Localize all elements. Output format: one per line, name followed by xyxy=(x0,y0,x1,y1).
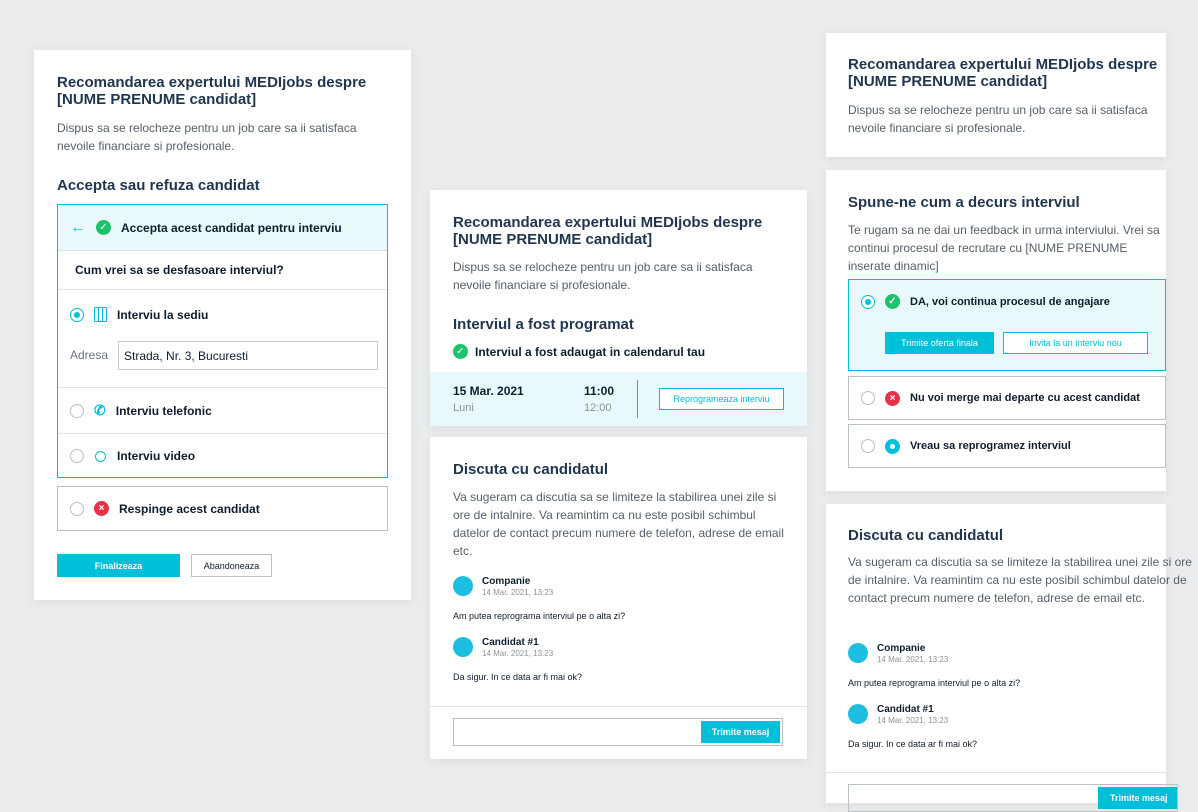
divider xyxy=(637,380,638,418)
radio-reject[interactable] xyxy=(70,502,84,516)
avatar xyxy=(848,643,868,663)
reschedule-button[interactable]: Reprogrameaza interviu xyxy=(659,388,784,410)
schedule-bar xyxy=(430,372,807,426)
radio-continue[interactable] xyxy=(861,295,875,309)
card-title: Recomandarea expertului MEDIjobs despre [NUME PRENUME candidat] xyxy=(453,214,763,248)
message-text: Da sigur. In ce data ar fi mai ok? xyxy=(453,672,583,682)
radio-reschedule[interactable] xyxy=(861,439,875,453)
divider xyxy=(430,706,807,707)
chat-card-2 xyxy=(826,504,1192,803)
abandon-button[interactable]: Abandoneaza xyxy=(191,554,272,577)
avatar xyxy=(453,576,473,596)
interview-date: 15 Mar. 2021 xyxy=(453,384,524,398)
option-onsite[interactable] xyxy=(58,307,387,322)
option-label: Interviu telefonic xyxy=(115,403,212,418)
check-icon: ✓ xyxy=(96,220,111,235)
option-label: Interviu la sediu xyxy=(117,307,209,322)
message-time: 14 Mar. 2021, 13:23 xyxy=(482,588,554,597)
option-continue[interactable] xyxy=(848,279,1166,371)
recommendation-card xyxy=(826,33,1166,157)
address-label: Adresa xyxy=(70,348,109,362)
chat-description: Va sugeram ca discutia sa se limiteze la stabilirea unei zile si ore de intalnire. Va reamintim ca nu este posibil schimbul datelor de contact precum numere de telefon, adrese de email etc. xyxy=(453,490,784,558)
interview-question: Cum vrei sa se desfasoare interviul? xyxy=(75,263,284,277)
avatar xyxy=(453,637,473,657)
send-message-button[interactable]: Trimite mesaj xyxy=(1098,787,1177,809)
send-offer-button[interactable]: Trimite oferta finala xyxy=(885,332,994,354)
card-description: Dispus sa se relocheze pentru un job care sa ii satisfaca nevoile financiare si profesionale. xyxy=(57,121,357,153)
invite-interview-button[interactable]: Invita la un interviu nou xyxy=(1003,332,1148,354)
divider xyxy=(58,387,387,388)
message-author: Candidat #1 xyxy=(877,704,934,715)
phone-icon: ✆ xyxy=(94,402,106,418)
section-title: Spune-ne cum a decurs interviul xyxy=(848,194,1080,211)
added-label: Interviul a fost adaugat in calendarul tau xyxy=(475,344,706,359)
option-reschedule[interactable] xyxy=(848,424,1166,468)
check-icon: ✓ xyxy=(885,294,900,309)
address-value: Strada, Nr. 3, Bucuresti xyxy=(124,348,249,363)
message-text: Am putea reprograma interviul pe o alta zi? xyxy=(848,678,1021,688)
reschedule-label: Vreau sa reprogramez interviul xyxy=(910,440,1071,452)
radio-onsite[interactable] xyxy=(70,308,84,322)
divider xyxy=(58,433,387,434)
section-title: Discuta cu candidatul xyxy=(848,527,1004,544)
reject-label: Respinge acest candidat xyxy=(119,501,260,516)
message-time: 14 Mar. 2021, 13:23 xyxy=(482,649,554,658)
radio-phone[interactable] xyxy=(70,404,84,418)
interview-scheduled-card xyxy=(430,190,807,426)
message-author: Candidat #1 xyxy=(482,637,539,648)
feedback-card xyxy=(826,170,1166,491)
address-input[interactable] xyxy=(118,341,378,370)
card-description: Dispus sa se relocheze pentru un job care sa ii satisfaca nevoile financiare si profesionale. xyxy=(848,103,1148,135)
accept-label: Accepta acest candidat pentru interviu xyxy=(121,220,342,235)
section-title: Interviul a fost programat xyxy=(453,316,634,333)
card-description: Dispus sa se relocheze pentru un job care sa ii satisfaca nevoile financiare si profesionale. xyxy=(453,260,753,292)
divider xyxy=(58,289,387,290)
interview-day: Luni xyxy=(453,402,474,414)
building-icon xyxy=(94,307,107,322)
option-reject[interactable] xyxy=(848,376,1166,420)
message-time: 14 Mar. 2021, 13:23 xyxy=(877,716,949,725)
accept-option-group xyxy=(57,204,388,478)
card-title: Recomandarea expertului MEDIjobs despre [NUME PRENUME candidat] xyxy=(57,74,367,108)
continue-row[interactable] xyxy=(849,294,1165,309)
accept-reject-card xyxy=(34,50,411,600)
continue-label: DA, voi continua procesul de angajare xyxy=(910,295,1110,308)
reschedule-icon xyxy=(885,439,900,454)
avatar xyxy=(848,704,868,724)
reject-option[interactable] xyxy=(57,486,388,531)
feedback-description: Te rugam sa ne dai un feedback in urma interviului. Vrei sa continui procesul de recrutare cu [NUME PRENUME inserate dinamic] xyxy=(848,223,1160,273)
radio-reject[interactable] xyxy=(861,391,875,405)
message-text: Da sigur. In ce data ar fi mai ok? xyxy=(848,739,978,749)
x-icon: × xyxy=(94,501,109,516)
time-end: 12:00 xyxy=(584,402,612,414)
x-icon: × xyxy=(885,391,900,406)
calendar-added-notice xyxy=(453,344,705,359)
option-label: Interviu video xyxy=(117,449,196,463)
chat-description: Va sugeram ca discutia sa se limiteze la stabilirea unei zile si ore de intalnire. Va reamintim ca nu este posibil schimbul datelor de contact precum numere de telefon, adrese de email etc. xyxy=(848,555,1192,605)
divider xyxy=(826,772,1166,773)
check-icon: ✓ xyxy=(453,344,468,359)
message-author: Companie xyxy=(482,576,531,587)
message-time: 14 Mar. 2021, 13:23 xyxy=(877,655,949,664)
arrow-left-icon[interactable]: ← xyxy=(70,218,86,236)
radio-video[interactable] xyxy=(70,449,84,463)
time-start: 11:00 xyxy=(584,384,615,398)
message-text: Am putea reprograma interviul pe o alta zi? xyxy=(453,611,626,621)
section-title: Discuta cu candidatul xyxy=(453,461,609,478)
option-video[interactable] xyxy=(58,449,387,463)
finalize-button[interactable]: Finalizeaza xyxy=(57,554,180,577)
chat-card xyxy=(430,437,807,759)
reject-label: Nu voi merge mai departe cu acest candidat xyxy=(910,392,1140,404)
webcam-icon xyxy=(95,451,106,462)
accept-header[interactable] xyxy=(58,205,387,251)
message-author: Companie xyxy=(877,643,926,654)
section-title: Accepta sau refuza candidat xyxy=(57,177,260,194)
card-title: Recomandarea expertului MEDIjobs despre [NUME PRENUME candidat] xyxy=(848,56,1158,90)
option-phone[interactable] xyxy=(58,402,387,419)
send-message-button[interactable]: Trimite mesaj xyxy=(701,721,780,743)
